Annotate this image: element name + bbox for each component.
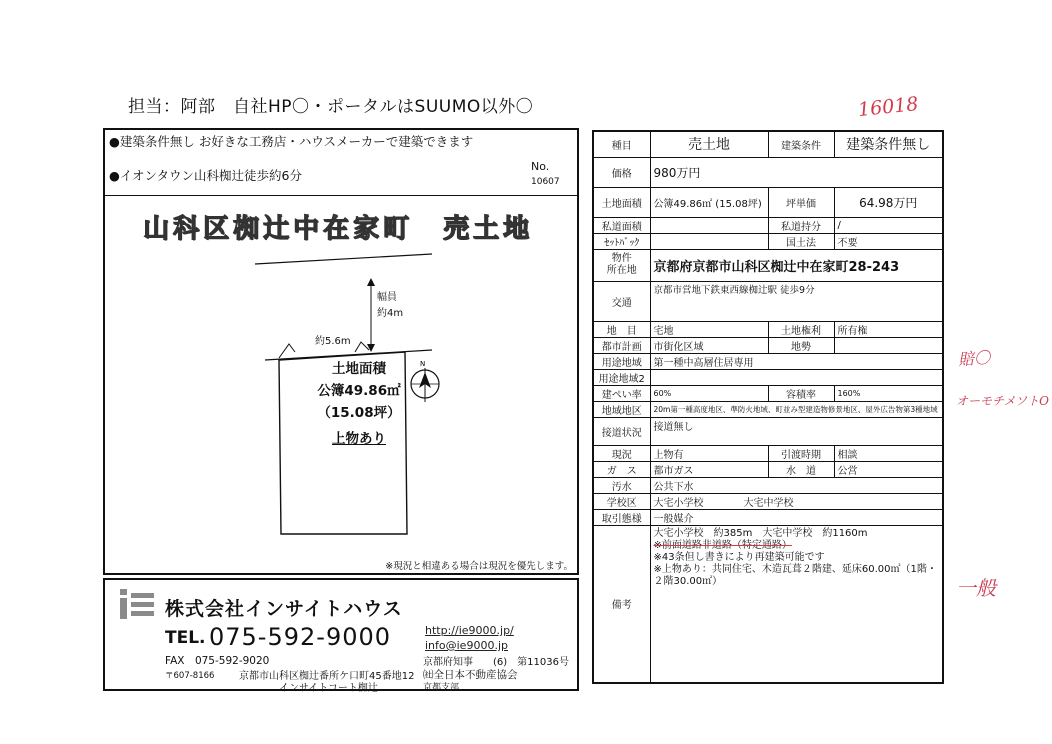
company-logo-icon bbox=[120, 589, 154, 619]
handwritten-note: 一般 bbox=[956, 576, 996, 600]
feature-item: ●建築条件無し お好きな工務店・ハウスメーカーで建築できます bbox=[109, 134, 474, 149]
spec-price: 980万円 bbox=[650, 157, 943, 187]
spec-label: 用途地域 bbox=[593, 353, 650, 369]
spec-land-category: 宅地 bbox=[650, 321, 768, 337]
spec-water: 公営 bbox=[834, 461, 943, 477]
spec-terrain bbox=[834, 337, 943, 353]
fax-number: FAX 075-592-9020 bbox=[165, 655, 270, 667]
email-link[interactable]: info@ie9000.jp bbox=[425, 639, 508, 652]
company-address: 京都市山科区椥辻番所ケ口町45番地12 bbox=[239, 671, 415, 682]
remark-line: ※上物あり：共同住宅、木造瓦葺２階建、延床60.00㎡（1階・ bbox=[653, 563, 937, 575]
association-branch: 京都支部 bbox=[423, 683, 460, 693]
site-plan-drawing bbox=[105, 130, 579, 575]
handwritten-number: 16018 bbox=[857, 92, 920, 122]
road-width-value: 約4m bbox=[377, 308, 404, 319]
remark-line: 大宅小学校 約385m 大宅中学校 約1160m bbox=[653, 527, 868, 539]
spec-label: 現況 bbox=[593, 445, 650, 461]
spec-label: 備考 bbox=[593, 525, 650, 683]
spec-landlaw: 不要 bbox=[834, 233, 943, 249]
property-spec-table bbox=[592, 130, 944, 684]
spec-label: ｾｯﾄﾊﾞｯｸ bbox=[593, 233, 650, 249]
company-info bbox=[103, 578, 579, 694]
spec-label: 坪単価 bbox=[768, 187, 834, 217]
remark-line: ※43条但し書きにより再建築可能です bbox=[653, 551, 825, 563]
spec-label: 学校区 bbox=[593, 493, 650, 509]
website-link[interactable]: http://ie9000.jp/ bbox=[425, 624, 514, 637]
header-note: 担当：阿部 自社HP〇・ポータルはSUUMO以外〇 bbox=[128, 97, 534, 117]
spec-label: 地 目 bbox=[593, 321, 650, 337]
spec-label: 交通 bbox=[593, 281, 650, 321]
spec-location: 京都府京都市山科区椥辻中在家町28-243 bbox=[650, 249, 943, 281]
spec-gas: 都市ガス bbox=[650, 461, 768, 477]
spec-label: 都市計画 bbox=[593, 337, 650, 353]
building-note: 上物あり bbox=[332, 431, 386, 447]
spec-label: 建築条件 bbox=[768, 131, 834, 157]
spec-label: 汚水 bbox=[593, 477, 650, 493]
spec-label: 土地権利 bbox=[768, 321, 834, 337]
spec-type: 売土地 bbox=[650, 131, 768, 157]
road-width-label: 幅員 bbox=[377, 292, 397, 303]
association-name: ㈳全日本不動産協会 bbox=[423, 669, 518, 681]
lot-info bbox=[279, 358, 439, 450]
company-name: 株式会社インサイトハウス bbox=[165, 598, 403, 620]
spec-label: 容積率 bbox=[768, 385, 834, 401]
doc-number: 10607 bbox=[531, 177, 560, 187]
frontage-value: 約5.6m bbox=[315, 336, 351, 347]
spec-zoning2 bbox=[650, 369, 943, 385]
spec-label: 接道状況 bbox=[593, 417, 650, 445]
feature-item: ●イオンタウン山科椥辻徒歩約6分 bbox=[109, 168, 302, 183]
spec-floor-area-ratio: 160% bbox=[834, 385, 943, 401]
remark-line: ２階30.00㎡） bbox=[653, 575, 723, 587]
spec-transport: 京都市営地下鉄東西線椥辻駅 徒歩9分 bbox=[650, 281, 943, 321]
spec-status: 上物有 bbox=[650, 445, 768, 461]
spec-label: 引渡時期 bbox=[768, 445, 834, 461]
handwritten-note: オーモチメソトO bbox=[956, 394, 1049, 408]
spec-label: 建ぺい率 bbox=[593, 385, 650, 401]
lot-area-label: 土地面積 bbox=[332, 361, 386, 377]
spec-school: 大宅小学校 大宅中学校 bbox=[650, 493, 943, 509]
spec-label: 価格 bbox=[593, 157, 650, 187]
spec-label: 土地面積 bbox=[593, 187, 650, 217]
map-footnote: ※現況と相違ある場合は現況を優先します。 bbox=[385, 561, 573, 572]
spec-label: 地域地区 bbox=[593, 401, 650, 417]
spec-sewage: 公共下水 bbox=[650, 477, 943, 493]
spec-build-condition: 建築条件無し bbox=[834, 131, 943, 157]
spec-district: 20m第一種高度地区、準防火地域、町並み型建造物修景地区、屋外広告物第3種地域 bbox=[650, 401, 943, 417]
spec-deal-type: 一般媒介 bbox=[650, 509, 943, 525]
spec-handover: 相談 bbox=[834, 445, 943, 461]
spec-building-coverage: 60% bbox=[650, 385, 768, 401]
spec-label: 私道面積 bbox=[593, 217, 650, 233]
spec-city-plan: 市街化区域 bbox=[650, 337, 768, 353]
license-number: 京都府知事 (6) 第11036号 bbox=[423, 657, 569, 668]
spec-private-road-share: / bbox=[834, 217, 943, 233]
spec-label: 地勢 bbox=[768, 337, 834, 353]
map-title: 山科区椥辻中在家町 売土地 bbox=[143, 214, 534, 244]
spec-label: 種目 bbox=[593, 131, 650, 157]
spec-label: 私道持分 bbox=[768, 217, 834, 233]
tel-label: TEL. bbox=[165, 628, 206, 648]
spec-label: 水 道 bbox=[768, 461, 834, 477]
spec-label: 取引態様 bbox=[593, 509, 650, 525]
spec-road-access: 接道無し bbox=[650, 417, 943, 445]
doc-number-label: No. bbox=[531, 160, 550, 173]
spec-label: 物件 所在地 bbox=[593, 249, 650, 281]
road-edge-line bbox=[255, 254, 432, 264]
spec-label: 国土法 bbox=[768, 233, 834, 249]
property-map-panel bbox=[103, 128, 579, 575]
spec-unit-price: 64.98万円 bbox=[834, 187, 943, 217]
spec-zoning: 第一種中高層住居専用 bbox=[650, 353, 943, 369]
tel-number[interactable]: 075-592-9000 bbox=[209, 623, 392, 651]
spec-area: 公簿49.86㎡ (15.08坪) bbox=[650, 187, 768, 217]
spec-setback bbox=[650, 233, 768, 249]
spec-label: ガ ス bbox=[593, 461, 650, 477]
spec-land-right: 所有権 bbox=[834, 321, 943, 337]
lot-area-tsubo: （15.08坪） bbox=[317, 405, 401, 421]
lot-area: 公簿49.86㎡ bbox=[317, 383, 401, 399]
spec-remarks bbox=[650, 525, 943, 683]
spec-label: 用途地域2 bbox=[593, 369, 650, 385]
handwritten-note: 賠〇 bbox=[957, 347, 991, 370]
postal-code: 〒607-8166 bbox=[165, 671, 215, 681]
remark-line: ※前面道路非道路（特定通路） bbox=[653, 539, 792, 551]
company-building: インサイトコート椥辻 bbox=[279, 683, 378, 694]
spec-private-road-area bbox=[650, 217, 768, 233]
north-label: N bbox=[420, 360, 426, 368]
